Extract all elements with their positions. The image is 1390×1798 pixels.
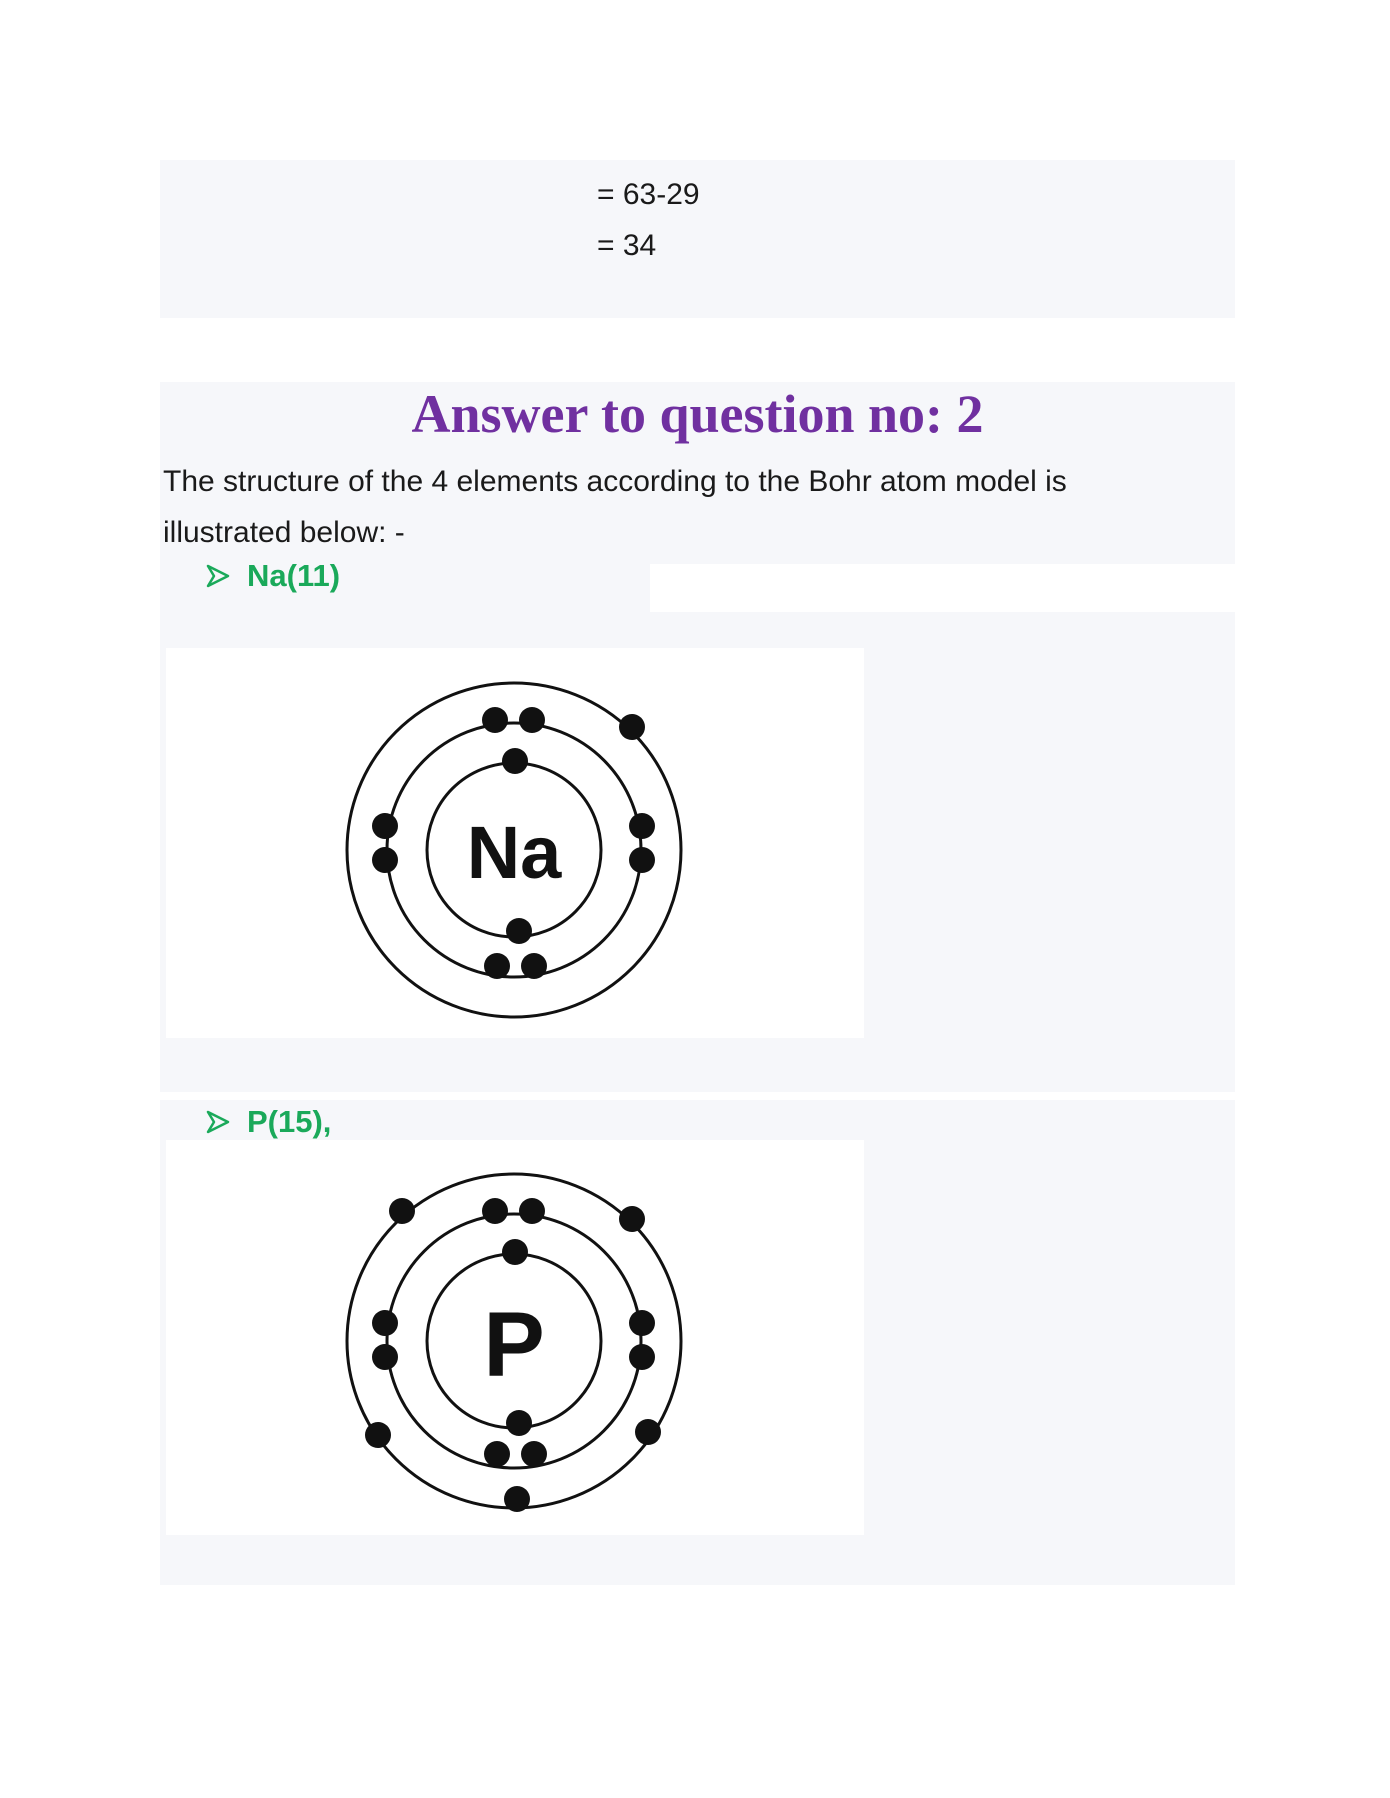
element-symbol-p: P <box>483 1294 545 1396</box>
electron <box>504 1486 530 1512</box>
electron <box>484 953 510 979</box>
electron <box>619 714 645 740</box>
electron <box>482 707 508 733</box>
electron <box>506 918 532 944</box>
calculation-line-1: = 63-29 <box>597 178 700 211</box>
bullet-item-na <box>205 558 340 594</box>
electron <box>629 813 655 839</box>
arrowhead-bullet-icon <box>205 563 231 589</box>
bullet-label-na: Na(11) <box>247 558 341 593</box>
electron <box>506 1410 532 1436</box>
electron <box>389 1198 415 1224</box>
electron <box>635 1419 661 1445</box>
electron <box>521 953 547 979</box>
calculation-line-2: = 34 <box>597 229 657 262</box>
electron <box>519 707 545 733</box>
electron <box>521 1441 547 1467</box>
electron <box>484 1441 510 1467</box>
intro-paragraph: The structure of the 4 elements according to the Bohr atom model is illustrated below: - <box>163 465 1067 549</box>
electron <box>372 813 398 839</box>
electron <box>629 1344 655 1370</box>
answer-heading: Answer to question no: 2 <box>411 384 984 444</box>
electron <box>372 1310 398 1336</box>
bohr-model-p <box>166 1140 864 1535</box>
bohr-model-na <box>166 648 864 1038</box>
bullet-label-p: P(15), <box>247 1104 332 1139</box>
electron <box>502 1239 528 1265</box>
electron <box>619 1206 645 1232</box>
electron <box>629 1310 655 1336</box>
electron <box>482 1198 508 1224</box>
element-symbol-na: Na <box>466 811 562 894</box>
arrowhead-bullet-icon <box>205 1109 231 1135</box>
electron <box>372 847 398 873</box>
bohr-diagram-p <box>166 1140 864 1535</box>
electron <box>365 1422 391 1448</box>
electron <box>519 1198 545 1224</box>
bohr-diagram-na <box>166 648 864 1038</box>
electron <box>502 748 528 774</box>
electron <box>372 1344 398 1370</box>
electron <box>629 847 655 873</box>
bullet-item-p <box>205 1104 331 1140</box>
